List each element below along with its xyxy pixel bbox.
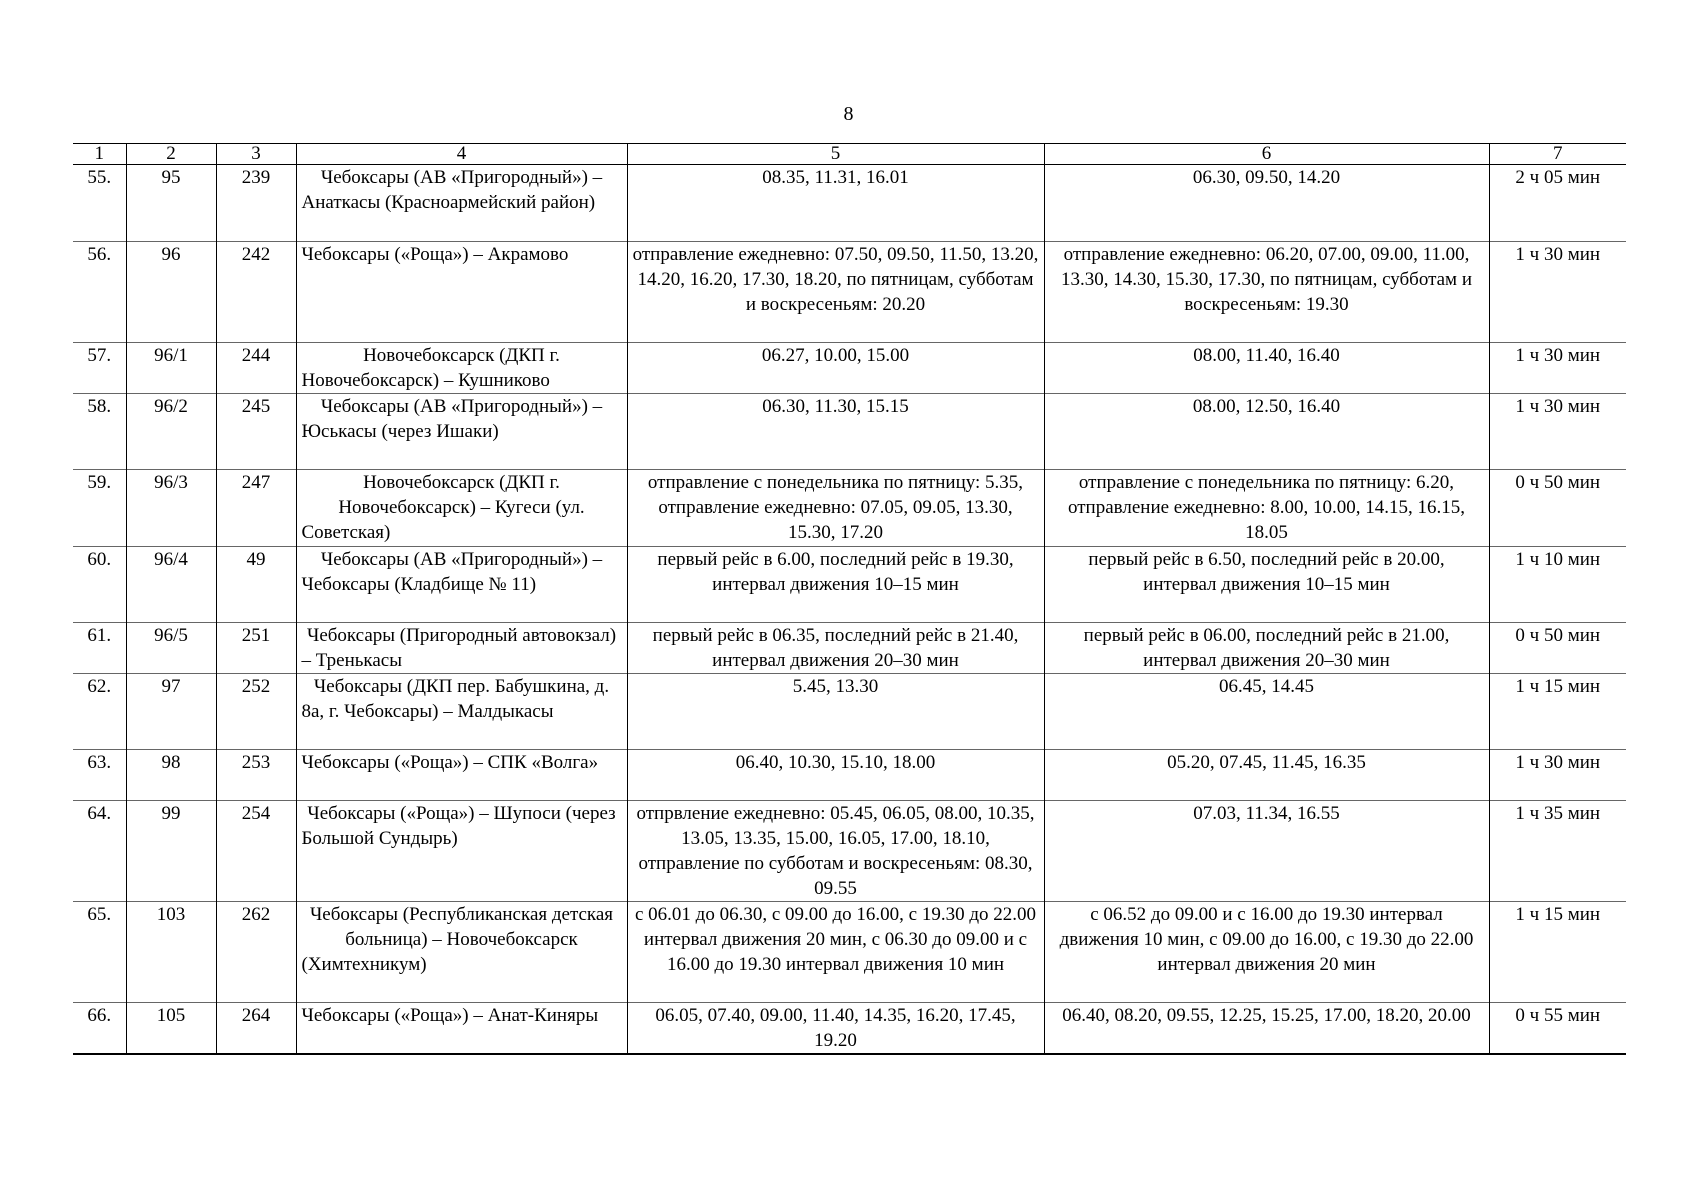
route-name: Новочебоксарск (ДКП г. Новочебоксарск) – Кушниково <box>296 343 627 394</box>
travel-time: 0 ч 50 мин <box>1489 470 1626 547</box>
departure-end: с 06.52 до 09.00 и с 16.00 до 19.30 интервал движения 10 мин, с 09.00 до 16.00, с 19.30 до 22.00 интервал движения 20 мин <box>1044 902 1489 1003</box>
route-number: 96 <box>126 242 216 343</box>
travel-time: 1 ч 15 мин <box>1489 674 1626 750</box>
table-row <box>73 470 1626 547</box>
departure-end: 08.00, 12.50, 16.40 <box>1044 394 1489 470</box>
row-index: 57. <box>73 343 126 394</box>
departure-start: 06.40, 10.30, 15.10, 18.00 <box>627 750 1044 801</box>
route-number: 96/2 <box>126 394 216 470</box>
route-name: Чебоксары («Роща») – Акрамово <box>296 242 627 343</box>
travel-time: 0 ч 55 мин <box>1489 1003 1626 1055</box>
departure-end: отправление с понедельника по пятницу: 6.20, отправление ежедневно: 8.00, 10.00, 14.15, 16.15, 18.05 <box>1044 470 1489 547</box>
departure-end: 05.20, 07.45, 11.45, 16.35 <box>1044 750 1489 801</box>
table-row <box>73 623 1626 674</box>
row-index: 56. <box>73 242 126 343</box>
row-index: 58. <box>73 394 126 470</box>
registry-number: 239 <box>216 165 296 242</box>
departure-start: первый рейс в 06.35, последний рейс в 21.40, интервал движения 20–30 мин <box>627 623 1044 674</box>
page-number: 8 <box>843 103 854 125</box>
route-number: 98 <box>126 750 216 801</box>
route-name: Чебоксары («Роща») – Анат-Киняры <box>296 1003 627 1055</box>
departure-end: 06.30, 09.50, 14.20 <box>1044 165 1489 242</box>
row-index: 63. <box>73 750 126 801</box>
table-row <box>73 242 1626 343</box>
registry-number: 244 <box>216 343 296 394</box>
travel-time: 1 ч 30 мин <box>1489 343 1626 394</box>
departure-start: 06.30, 11.30, 15.15 <box>627 394 1044 470</box>
row-index: 65. <box>73 902 126 1003</box>
table-row <box>73 801 1626 902</box>
departure-end: 06.45, 14.45 <box>1044 674 1489 750</box>
route-number: 96/4 <box>126 547 216 623</box>
row-index: 55. <box>73 165 126 242</box>
row-index: 62. <box>73 674 126 750</box>
table-row <box>73 750 1626 801</box>
departure-end: отправление ежедневно: 06.20, 07.00, 09.00, 11.00, 13.30, 14.30, 15.30, 17.30, по пятницам, субботам и воскресеньям: 19.30 <box>1044 242 1489 343</box>
route-number: 105 <box>126 1003 216 1055</box>
table-row <box>73 394 1626 470</box>
travel-time: 1 ч 35 мин <box>1489 801 1626 902</box>
departure-start: отправление с понедельника по пятницу: 5.35, отправление ежедневно: 07.05, 09.05, 13.30, 15.30, 17.20 <box>627 470 1044 547</box>
column-header: 5 <box>627 144 1044 165</box>
registry-number: 262 <box>216 902 296 1003</box>
departure-end: 08.00, 11.40, 16.40 <box>1044 343 1489 394</box>
travel-time: 1 ч 15 мин <box>1489 902 1626 1003</box>
travel-time: 1 ч 10 мин <box>1489 547 1626 623</box>
registry-number: 252 <box>216 674 296 750</box>
departure-start: первый рейс в 6.00, последний рейс в 19.30, интервал движения 10–15 мин <box>627 547 1044 623</box>
route-name: Чебоксары (Пригородный автовокзал) – Тренькасы <box>296 623 627 674</box>
travel-time: 2 ч 05 мин <box>1489 165 1626 242</box>
registry-number: 247 <box>216 470 296 547</box>
registry-number: 245 <box>216 394 296 470</box>
departure-start: отправление ежедневно: 07.50, 09.50, 11.50, 13.20, 14.20, 16.20, 17.30, 18.20, по пятницам, субботам и воскресеньям: 20.20 <box>627 242 1044 343</box>
route-schedule-table <box>73 143 1626 1055</box>
route-number: 96/1 <box>126 343 216 394</box>
departure-end: первый рейс в 6.50, последний рейс в 20.00, интервал движения 10–15 мин <box>1044 547 1489 623</box>
route-name: Чебоксары (АВ «Пригородный») – Юськасы (через Ишаки) <box>296 394 627 470</box>
departure-start: 5.45, 13.30 <box>627 674 1044 750</box>
travel-time: 1 ч 30 мин <box>1489 394 1626 470</box>
table-row <box>73 547 1626 623</box>
departure-start: 08.35, 11.31, 16.01 <box>627 165 1044 242</box>
registry-number: 251 <box>216 623 296 674</box>
column-header: 7 <box>1489 144 1626 165</box>
registry-number: 242 <box>216 242 296 343</box>
column-header: 4 <box>296 144 627 165</box>
column-header: 6 <box>1044 144 1489 165</box>
route-name: Чебоксары (АВ «Пригородный») – Анаткасы (Красноармейский район) <box>296 165 627 242</box>
departure-end: первый рейс в 06.00, последний рейс в 21.00, интервал движения 20–30 мин <box>1044 623 1489 674</box>
table-row <box>73 1003 1626 1055</box>
header-row <box>73 144 1626 165</box>
departure-start: отпрвление ежедневно: 05.45, 06.05, 08.00, 10.35, 13.05, 13.35, 15.00, 16.05, 17.00, 18.10, отправление по субботам и воскресеньям: 08.30, 09.55 <box>627 801 1044 902</box>
route-number: 96/5 <box>126 623 216 674</box>
row-index: 59. <box>73 470 126 547</box>
travel-time: 1 ч 30 мин <box>1489 242 1626 343</box>
route-number: 103 <box>126 902 216 1003</box>
row-index: 64. <box>73 801 126 902</box>
travel-time: 1 ч 30 мин <box>1489 750 1626 801</box>
column-header: 3 <box>216 144 296 165</box>
registry-number: 254 <box>216 801 296 902</box>
registry-number: 49 <box>216 547 296 623</box>
route-name: Чебоксары («Роща») – СПК «Волга» <box>296 750 627 801</box>
table-row <box>73 165 1626 242</box>
table-row <box>73 674 1626 750</box>
row-index: 66. <box>73 1003 126 1055</box>
departure-start: с 06.01 до 06.30, с 09.00 до 16.00, с 19.30 до 22.00 интервал движения 20 мин, с 06.30 до 09.00 и с 16.00 до 19.30 интервал движения 10 мин <box>627 902 1044 1003</box>
travel-time: 0 ч 50 мин <box>1489 623 1626 674</box>
row-index: 60. <box>73 547 126 623</box>
column-header: 1 <box>73 144 126 165</box>
column-header: 2 <box>126 144 216 165</box>
route-name: Новочебоксарск (ДКП г. Новочебоксарск) – Кугеси (ул. Советская) <box>296 470 627 547</box>
table-row <box>73 902 1626 1003</box>
route-name: Чебоксары (ДКП пер. Бабушкина, д. 8а, г. Чебоксары) – Малдыкасы <box>296 674 627 750</box>
route-name: Чебоксары («Роща») – Шупоси (через Большой Сундырь) <box>296 801 627 902</box>
route-number: 95 <box>126 165 216 242</box>
departure-start: 06.05, 07.40, 09.00, 11.40, 14.35, 16.20, 17.45, 19.20 <box>627 1003 1044 1055</box>
row-index: 61. <box>73 623 126 674</box>
route-name: Чебоксары (Республиканская детская больница) – Новочебоксарск (Химтехникум) <box>296 902 627 1003</box>
table-row <box>73 343 1626 394</box>
departure-start: 06.27, 10.00, 15.00 <box>627 343 1044 394</box>
route-number: 97 <box>126 674 216 750</box>
route-name: Чебоксары (АВ «Пригородный») – Чебоксары (Кладбище № 11) <box>296 547 627 623</box>
registry-number: 264 <box>216 1003 296 1055</box>
route-number: 96/3 <box>126 470 216 547</box>
registry-number: 253 <box>216 750 296 801</box>
departure-end: 06.40, 08.20, 09.55, 12.25, 15.25, 17.00, 18.20, 20.00 <box>1044 1003 1489 1055</box>
departure-end: 07.03, 11.34, 16.55 <box>1044 801 1489 902</box>
route-number: 99 <box>126 801 216 902</box>
